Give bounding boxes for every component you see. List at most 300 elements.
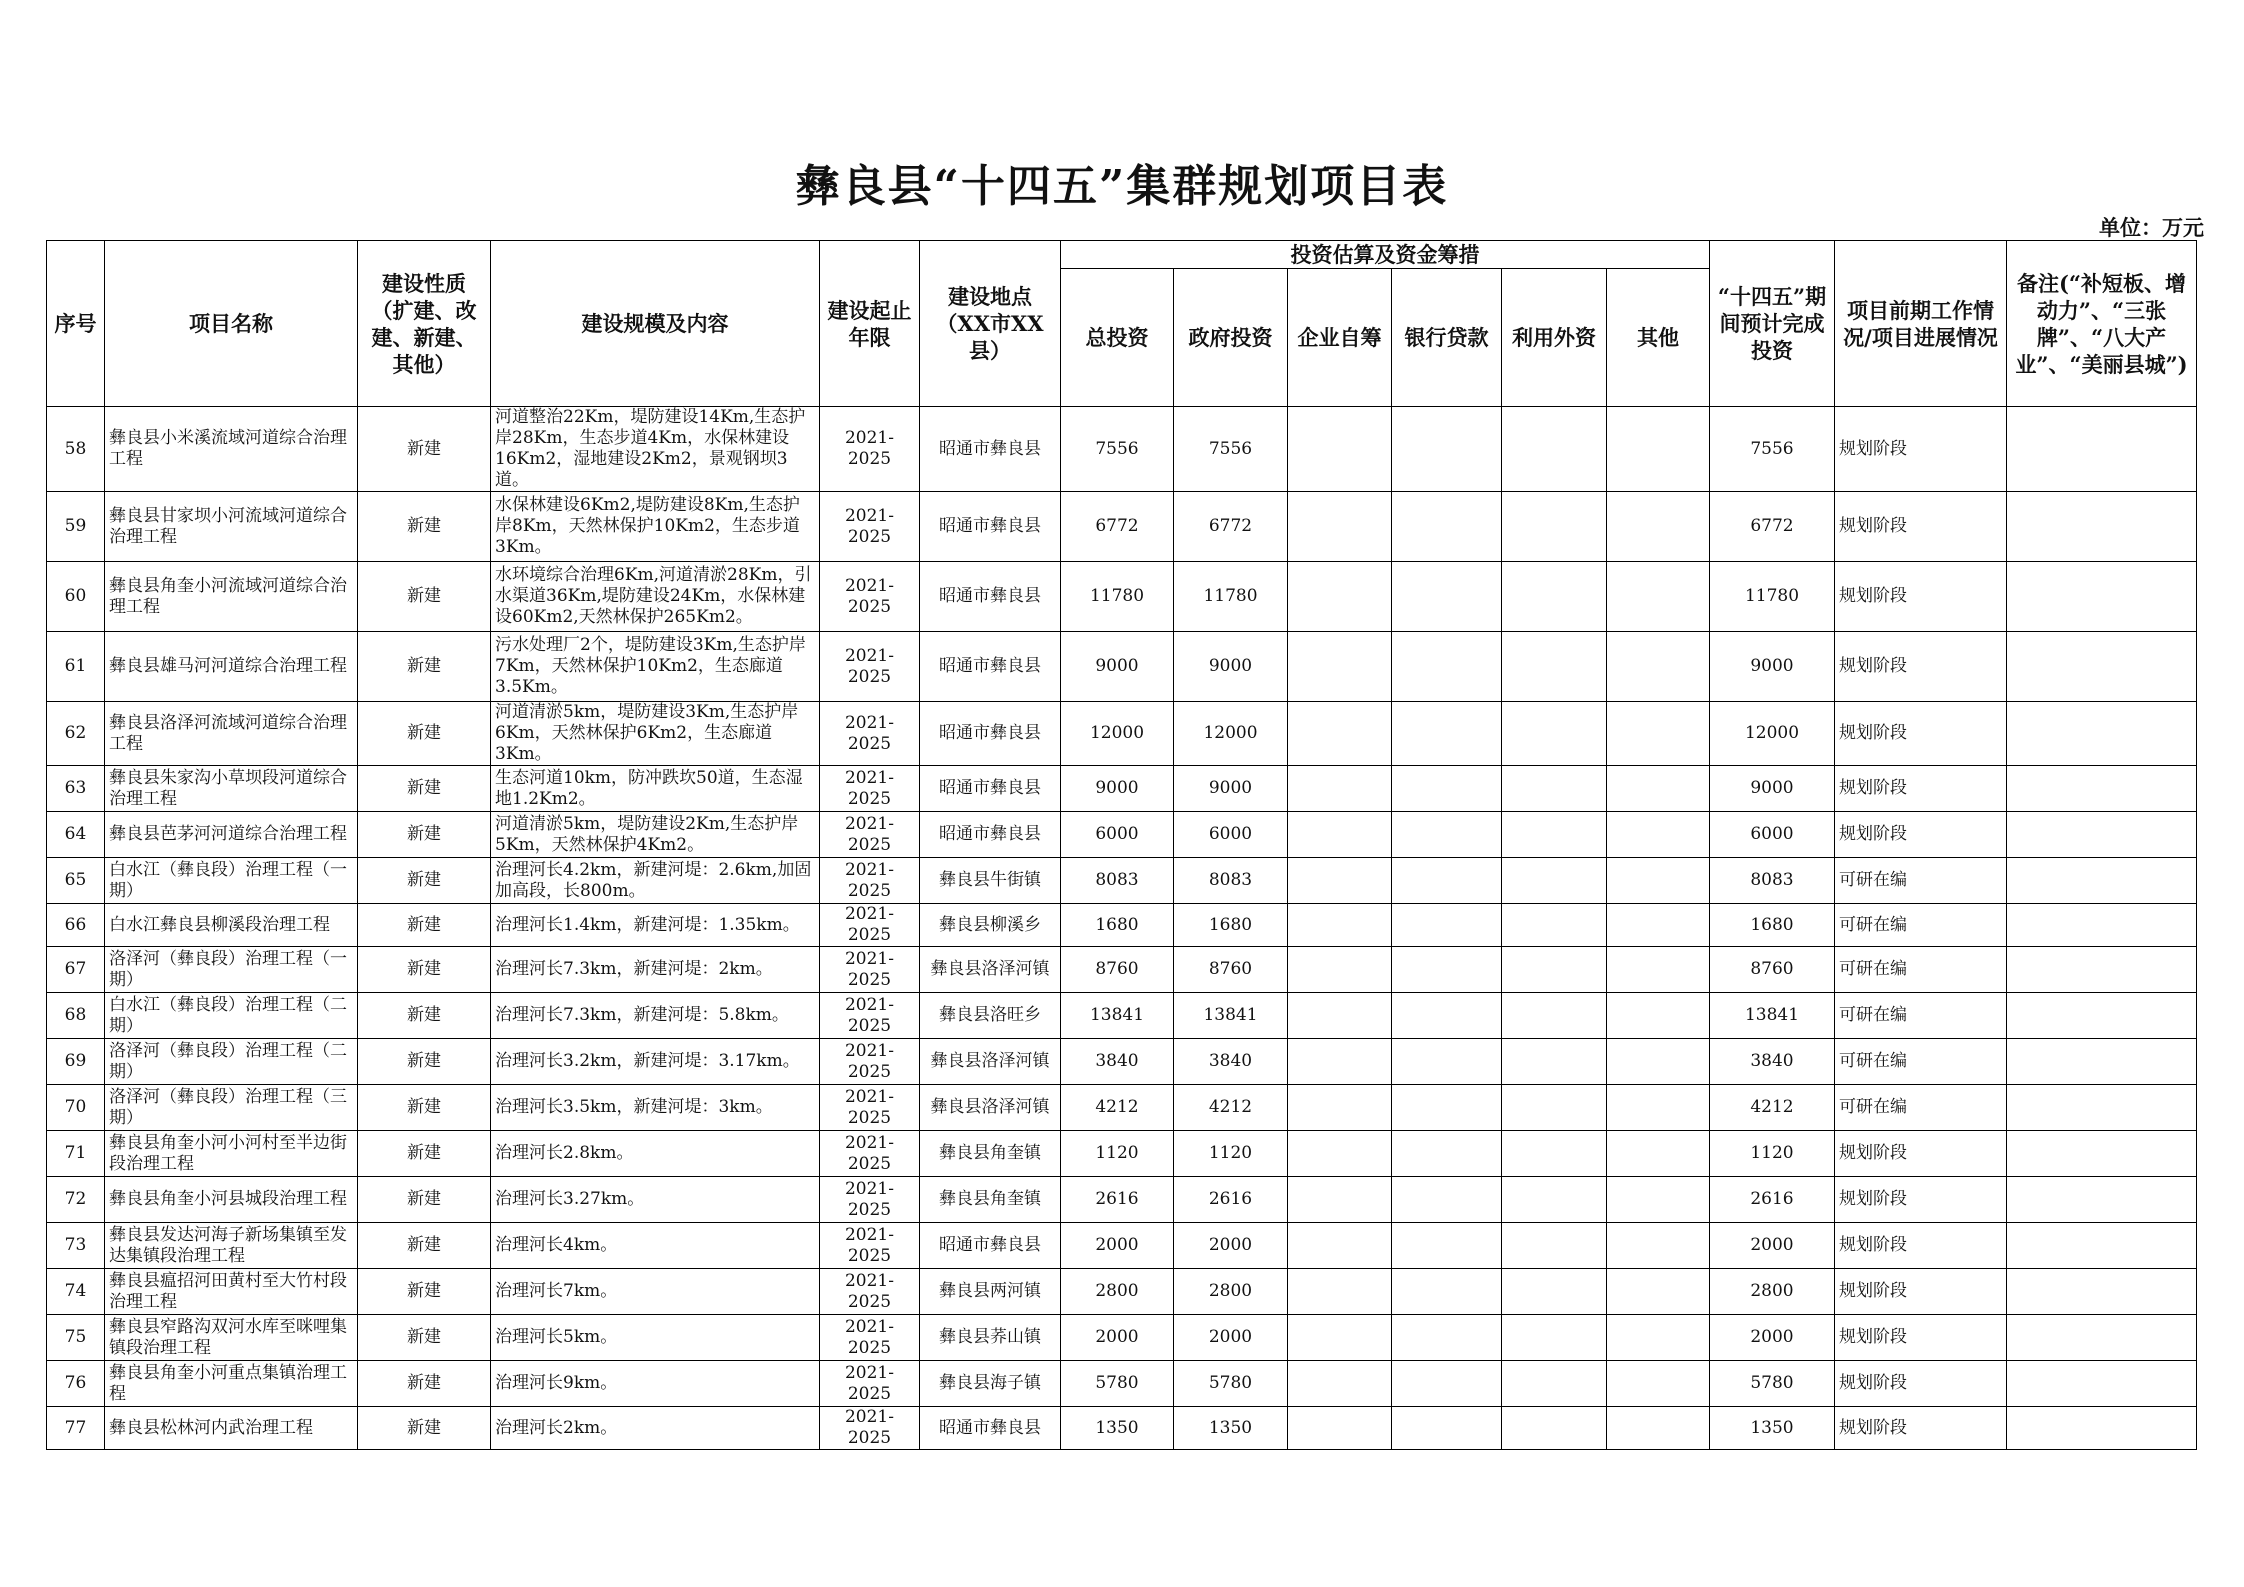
cell-plan14: 13841 — [1710, 993, 1835, 1039]
cell-loan — [1392, 492, 1502, 562]
cell-foreign — [1502, 562, 1607, 632]
cell-gov: 8083 — [1174, 858, 1288, 904]
cell-plan14: 1120 — [1710, 1131, 1835, 1177]
cell-loan — [1392, 1407, 1502, 1450]
cell-seq: 67 — [47, 947, 105, 993]
cell-location: 彝良县牛街镇 — [920, 858, 1061, 904]
cell-gov: 1120 — [1174, 1131, 1288, 1177]
table-row — [47, 1177, 2197, 1223]
table-row — [47, 1315, 2197, 1361]
cell-loan — [1392, 1085, 1502, 1131]
cell-location: 昭通市彝良县 — [920, 812, 1061, 858]
cell-progress: 可研在编 — [1835, 1085, 2007, 1131]
header-gov: 政府投资 — [1174, 269, 1288, 407]
cell-total: 8760 — [1061, 947, 1174, 993]
header-nature: 建设性质（扩建、改建、新建、其他） — [358, 241, 491, 407]
table-row — [47, 1407, 2197, 1450]
cell-plan14: 2800 — [1710, 1269, 1835, 1315]
cell-other — [1607, 492, 1710, 562]
cell-nature: 新建 — [358, 407, 491, 492]
cell-plan14: 6000 — [1710, 812, 1835, 858]
cell-enterprise — [1288, 562, 1392, 632]
cell-name: 彝良县窄路沟双河水库至咪哩集镇段治理工程 — [105, 1315, 358, 1361]
table-row — [47, 407, 2197, 492]
cell-progress: 规划阶段 — [1835, 766, 2007, 812]
cell-total: 8083 — [1061, 858, 1174, 904]
cell-progress: 规划阶段 — [1835, 492, 2007, 562]
cell-name: 彝良县朱家沟小草坝段河道综合治理工程 — [105, 766, 358, 812]
cell-years: 2021-2025 — [820, 492, 920, 562]
cell-years: 2021-2025 — [820, 407, 920, 492]
cell-progress: 可研在编 — [1835, 904, 2007, 947]
cell-foreign — [1502, 1407, 1607, 1450]
header-content: 建设规模及内容 — [491, 241, 820, 407]
cell-seq: 61 — [47, 632, 105, 702]
cell-seq: 72 — [47, 1177, 105, 1223]
cell-foreign — [1502, 812, 1607, 858]
cell-location: 彝良县荞山镇 — [920, 1315, 1061, 1361]
cell-other — [1607, 1361, 1710, 1407]
cell-nature: 新建 — [358, 1039, 491, 1085]
cell-progress: 规划阶段 — [1835, 562, 2007, 632]
cell-name: 彝良县小米溪流域河道综合治理工程 — [105, 407, 358, 492]
cell-other — [1607, 1315, 1710, 1361]
cell-plan14: 8083 — [1710, 858, 1835, 904]
cell-foreign — [1502, 1223, 1607, 1269]
cell-seq: 70 — [47, 1085, 105, 1131]
cell-remark — [2007, 407, 2197, 492]
table-row — [47, 1039, 2197, 1085]
cell-years: 2021-2025 — [820, 702, 920, 766]
cell-seq: 73 — [47, 1223, 105, 1269]
cell-seq: 63 — [47, 766, 105, 812]
cell-name: 彝良县瘟招河田黄村至大竹村段治理工程 — [105, 1269, 358, 1315]
cell-name: 彝良县角奎小河重点集镇治理工程 — [105, 1361, 358, 1407]
cell-content: 河道清淤5km，堤防建设3Km,生态护岸6Km，天然林保护6Km2，生态廊道3Km。 — [491, 702, 820, 766]
cell-other — [1607, 858, 1710, 904]
cell-content: 治理河长9km。 — [491, 1361, 820, 1407]
cell-foreign — [1502, 702, 1607, 766]
cell-total: 6000 — [1061, 812, 1174, 858]
cell-years: 2021-2025 — [820, 632, 920, 702]
cell-years: 2021-2025 — [820, 562, 920, 632]
cell-nature: 新建 — [358, 702, 491, 766]
cell-remark — [2007, 993, 2197, 1039]
cell-location: 彝良县洛泽河镇 — [920, 1039, 1061, 1085]
cell-location: 彝良县柳溪乡 — [920, 904, 1061, 947]
cell-plan14: 2000 — [1710, 1315, 1835, 1361]
cell-plan14: 4212 — [1710, 1085, 1835, 1131]
cell-plan14: 9000 — [1710, 632, 1835, 702]
cell-nature: 新建 — [358, 1407, 491, 1450]
table-row — [47, 766, 2197, 812]
cell-foreign — [1502, 1085, 1607, 1131]
cell-loan — [1392, 1223, 1502, 1269]
cell-total: 7556 — [1061, 407, 1174, 492]
cell-other — [1607, 1039, 1710, 1085]
cell-years: 2021-2025 — [820, 1407, 920, 1450]
cell-enterprise — [1288, 1131, 1392, 1177]
cell-location: 昭通市彝良县 — [920, 702, 1061, 766]
cell-other — [1607, 766, 1710, 812]
cell-years: 2021-2025 — [820, 1361, 920, 1407]
header-remark: 备注(“补短板、增动力”、“三张牌”、“八大产业”、“美丽县城”) — [2007, 241, 2197, 407]
header-other: 其他 — [1607, 269, 1710, 407]
cell-loan — [1392, 1361, 1502, 1407]
cell-name: 彝良县角奎小河流域河道综合治理工程 — [105, 562, 358, 632]
table-row — [47, 1085, 2197, 1131]
cell-remark — [2007, 1407, 2197, 1450]
table-row — [47, 904, 2197, 947]
cell-foreign — [1502, 993, 1607, 1039]
cell-total: 2000 — [1061, 1315, 1174, 1361]
cell-enterprise — [1288, 1407, 1392, 1450]
cell-name: 白水江（彝良段）治理工程（一期） — [105, 858, 358, 904]
cell-location: 昭通市彝良县 — [920, 1407, 1061, 1450]
cell-years: 2021-2025 — [820, 1085, 920, 1131]
cell-nature: 新建 — [358, 632, 491, 702]
cell-remark — [2007, 904, 2197, 947]
cell-enterprise — [1288, 947, 1392, 993]
cell-enterprise — [1288, 702, 1392, 766]
cell-loan — [1392, 1039, 1502, 1085]
cell-gov: 9000 — [1174, 766, 1288, 812]
cell-gov: 3840 — [1174, 1039, 1288, 1085]
cell-foreign — [1502, 1315, 1607, 1361]
cell-years: 2021-2025 — [820, 766, 920, 812]
cell-other — [1607, 1131, 1710, 1177]
table-row — [47, 632, 2197, 702]
cell-content: 水保林建设6Km2,堤防建设8Km,生态护岸8Km，天然林保护10Km2，生态步道3Km。 — [491, 492, 820, 562]
cell-total: 9000 — [1061, 766, 1174, 812]
cell-other — [1607, 632, 1710, 702]
cell-content: 水环境综合治理6Km,河道清淤28Km，引水渠道36Km,堤防建设24Km，水保林建设60Km2,天然林保护265Km2。 — [491, 562, 820, 632]
cell-years: 2021-2025 — [820, 1269, 920, 1315]
cell-name: 彝良县雄马河河道综合治理工程 — [105, 632, 358, 702]
cell-content: 治理河长2.8km。 — [491, 1131, 820, 1177]
cell-other — [1607, 1085, 1710, 1131]
cell-nature: 新建 — [358, 947, 491, 993]
cell-progress: 规划阶段 — [1835, 812, 2007, 858]
cell-other — [1607, 562, 1710, 632]
cell-progress: 规划阶段 — [1835, 1407, 2007, 1450]
cell-progress: 规划阶段 — [1835, 702, 2007, 766]
cell-other — [1607, 947, 1710, 993]
cell-progress: 规划阶段 — [1835, 1131, 2007, 1177]
cell-plan14: 8760 — [1710, 947, 1835, 993]
cell-name: 彝良县洛泽河流域河道综合治理工程 — [105, 702, 358, 766]
cell-location: 昭通市彝良县 — [920, 1223, 1061, 1269]
cell-remark — [2007, 1177, 2197, 1223]
cell-loan — [1392, 632, 1502, 702]
cell-name: 洛泽河（彝良段）治理工程（二期） — [105, 1039, 358, 1085]
cell-enterprise — [1288, 766, 1392, 812]
cell-years: 2021-2025 — [820, 904, 920, 947]
table-row — [47, 993, 2197, 1039]
cell-remark — [2007, 632, 2197, 702]
cell-location: 彝良县洛旺乡 — [920, 993, 1061, 1039]
cell-loan — [1392, 904, 1502, 947]
header-total: 总投资 — [1061, 269, 1174, 407]
cell-loan — [1392, 1177, 1502, 1223]
cell-enterprise — [1288, 1177, 1392, 1223]
cell-progress: 规划阶段 — [1835, 1223, 2007, 1269]
cell-plan14: 6772 — [1710, 492, 1835, 562]
cell-remark — [2007, 1131, 2197, 1177]
cell-progress: 规划阶段 — [1835, 1315, 2007, 1361]
cell-loan — [1392, 407, 1502, 492]
cell-content: 河道整治22Km，堤防建设14Km,生态护岸28Km，生态步道4Km，水保林建设16Km2，湿地建设2Km2，景观钢坝3道。 — [491, 407, 820, 492]
cell-foreign — [1502, 1361, 1607, 1407]
cell-seq: 69 — [47, 1039, 105, 1085]
cell-content: 治理河长3.27km。 — [491, 1177, 820, 1223]
table-row — [47, 562, 2197, 632]
cell-content: 治理河长5km。 — [491, 1315, 820, 1361]
header-progress: 项目前期工作情况/项目进展情况 — [1835, 241, 2007, 407]
cell-name: 彝良县芭茅河河道综合治理工程 — [105, 812, 358, 858]
cell-total: 1120 — [1061, 1131, 1174, 1177]
cell-other — [1607, 702, 1710, 766]
cell-seq: 60 — [47, 562, 105, 632]
cell-total: 6772 — [1061, 492, 1174, 562]
cell-nature: 新建 — [358, 492, 491, 562]
cell-loan — [1392, 1269, 1502, 1315]
cell-enterprise — [1288, 1269, 1392, 1315]
cell-seq: 68 — [47, 993, 105, 1039]
cell-seq: 58 — [47, 407, 105, 492]
cell-gov: 2616 — [1174, 1177, 1288, 1223]
cell-location: 昭通市彝良县 — [920, 562, 1061, 632]
cell-nature: 新建 — [358, 1085, 491, 1131]
cell-progress: 规划阶段 — [1835, 632, 2007, 702]
cell-remark — [2007, 492, 2197, 562]
cell-seq: 66 — [47, 904, 105, 947]
cell-loan — [1392, 1131, 1502, 1177]
cell-total: 12000 — [1061, 702, 1174, 766]
cell-enterprise — [1288, 1315, 1392, 1361]
cell-foreign — [1502, 1269, 1607, 1315]
cell-remark — [2007, 702, 2197, 766]
cell-enterprise — [1288, 1039, 1392, 1085]
cell-nature: 新建 — [358, 562, 491, 632]
cell-name: 洛泽河（彝良段）治理工程（一期） — [105, 947, 358, 993]
cell-other — [1607, 1407, 1710, 1450]
cell-foreign — [1502, 492, 1607, 562]
cell-other — [1607, 1223, 1710, 1269]
cell-years: 2021-2025 — [820, 1039, 920, 1085]
cell-remark — [2007, 1223, 2197, 1269]
cell-progress: 规划阶段 — [1835, 1361, 2007, 1407]
cell-location: 彝良县洛泽河镇 — [920, 1085, 1061, 1131]
cell-location: 彝良县角奎镇 — [920, 1131, 1061, 1177]
cell-plan14: 7556 — [1710, 407, 1835, 492]
page-title: 彝良县“十四五”集群规划项目表 — [795, 161, 1449, 212]
cell-seq: 75 — [47, 1315, 105, 1361]
cell-nature: 新建 — [358, 904, 491, 947]
cell-nature: 新建 — [358, 1269, 491, 1315]
cell-enterprise — [1288, 993, 1392, 1039]
cell-location: 昭通市彝良县 — [920, 492, 1061, 562]
cell-gov: 5780 — [1174, 1361, 1288, 1407]
header-seq: 序号 — [47, 241, 105, 407]
cell-total: 2616 — [1061, 1177, 1174, 1223]
cell-content: 治理河长1.4km，新建河堤：1.35km。 — [491, 904, 820, 947]
cell-seq: 62 — [47, 702, 105, 766]
cell-content: 治理河长7km。 — [491, 1269, 820, 1315]
cell-plan14: 1680 — [1710, 904, 1835, 947]
cell-seq: 59 — [47, 492, 105, 562]
cell-plan14: 5780 — [1710, 1361, 1835, 1407]
table-row — [47, 1269, 2197, 1315]
cell-years: 2021-2025 — [820, 812, 920, 858]
cell-name: 白水江（彝良段）治理工程（二期） — [105, 993, 358, 1039]
cell-progress: 可研在编 — [1835, 1039, 2007, 1085]
cell-nature: 新建 — [358, 1177, 491, 1223]
cell-enterprise — [1288, 858, 1392, 904]
cell-nature: 新建 — [358, 812, 491, 858]
cell-total: 11780 — [1061, 562, 1174, 632]
cell-gov: 9000 — [1174, 632, 1288, 702]
cell-gov: 1350 — [1174, 1407, 1288, 1450]
cell-progress: 可研在编 — [1835, 993, 2007, 1039]
cell-enterprise — [1288, 812, 1392, 858]
header-loan: 银行贷款 — [1392, 269, 1502, 407]
cell-content: 生态河道10km，防冲跌坎50道，生态湿地1.2Km2。 — [491, 766, 820, 812]
cell-plan14: 2616 — [1710, 1177, 1835, 1223]
cell-gov: 4212 — [1174, 1085, 1288, 1131]
cell-gov: 8760 — [1174, 947, 1288, 993]
cell-name: 白水江彝良县柳溪段治理工程 — [105, 904, 358, 947]
cell-loan — [1392, 766, 1502, 812]
cell-seq: 76 — [47, 1361, 105, 1407]
cell-plan14: 1350 — [1710, 1407, 1835, 1450]
cell-gov: 6000 — [1174, 812, 1288, 858]
cell-gov: 1680 — [1174, 904, 1288, 947]
header-plan14: “十四五”期间预计完成投资 — [1710, 241, 1835, 407]
cell-foreign — [1502, 1177, 1607, 1223]
cell-remark — [2007, 1315, 2197, 1361]
cell-years: 2021-2025 — [820, 947, 920, 993]
header-enterprise: 企业自筹 — [1288, 269, 1392, 407]
cell-location: 彝良县海子镇 — [920, 1361, 1061, 1407]
cell-years: 2021-2025 — [820, 993, 920, 1039]
cell-gov: 2000 — [1174, 1315, 1288, 1361]
header-years: 建设起止年限 — [820, 241, 920, 407]
cell-years: 2021-2025 — [820, 1131, 920, 1177]
cell-name: 彝良县甘家坝小河流域河道综合治理工程 — [105, 492, 358, 562]
cell-plan14: 11780 — [1710, 562, 1835, 632]
cell-years: 2021-2025 — [820, 1223, 920, 1269]
cell-gov: 11780 — [1174, 562, 1288, 632]
cell-years: 2021-2025 — [820, 858, 920, 904]
cell-enterprise — [1288, 407, 1392, 492]
cell-other — [1607, 1177, 1710, 1223]
cell-other — [1607, 904, 1710, 947]
cell-progress: 规划阶段 — [1835, 407, 2007, 492]
cell-foreign — [1502, 632, 1607, 702]
cell-gov: 2000 — [1174, 1223, 1288, 1269]
project-table — [46, 240, 2197, 1450]
cell-total: 4212 — [1061, 1085, 1174, 1131]
cell-remark — [2007, 562, 2197, 632]
unit-label: 单位：万元 — [2099, 215, 2204, 240]
cell-content: 治理河长3.2km，新建河堤：3.17km。 — [491, 1039, 820, 1085]
header-name: 项目名称 — [105, 241, 358, 407]
cell-remark — [2007, 1039, 2197, 1085]
cell-enterprise — [1288, 492, 1392, 562]
cell-total: 13841 — [1061, 993, 1174, 1039]
table-row — [47, 947, 2197, 993]
cell-loan — [1392, 562, 1502, 632]
cell-enterprise — [1288, 1361, 1392, 1407]
cell-seq: 64 — [47, 812, 105, 858]
cell-total: 5780 — [1061, 1361, 1174, 1407]
cell-foreign — [1502, 1039, 1607, 1085]
cell-nature: 新建 — [358, 1361, 491, 1407]
cell-total: 9000 — [1061, 632, 1174, 702]
header-location: 建设地点（XX市XX县） — [920, 241, 1061, 407]
cell-name: 彝良县松林河内武治理工程 — [105, 1407, 358, 1450]
cell-nature: 新建 — [358, 993, 491, 1039]
cell-seq: 77 — [47, 1407, 105, 1450]
cell-content: 污水处理厂2个，堤防建设3Km,生态护岸7Km，天然林保护10Km2，生态廊道3.5Km。 — [491, 632, 820, 702]
cell-enterprise — [1288, 1085, 1392, 1131]
table-row — [47, 492, 2197, 562]
cell-plan14: 3840 — [1710, 1039, 1835, 1085]
cell-other — [1607, 993, 1710, 1039]
table-row — [47, 1131, 2197, 1177]
cell-remark — [2007, 858, 2197, 904]
cell-remark — [2007, 766, 2197, 812]
cell-remark — [2007, 812, 2197, 858]
cell-loan — [1392, 1315, 1502, 1361]
cell-content: 治理河长2km。 — [491, 1407, 820, 1450]
cell-other — [1607, 1269, 1710, 1315]
cell-name: 彝良县角奎小河小河村至半边街段治理工程 — [105, 1131, 358, 1177]
cell-gov: 2800 — [1174, 1269, 1288, 1315]
cell-remark — [2007, 1361, 2197, 1407]
cell-plan14: 9000 — [1710, 766, 1835, 812]
cell-location: 昭通市彝良县 — [920, 766, 1061, 812]
cell-nature: 新建 — [358, 1131, 491, 1177]
cell-gov: 6772 — [1174, 492, 1288, 562]
cell-foreign — [1502, 947, 1607, 993]
cell-location: 彝良县角奎镇 — [920, 1177, 1061, 1223]
cell-total: 3840 — [1061, 1039, 1174, 1085]
cell-nature: 新建 — [358, 858, 491, 904]
cell-name: 洛泽河（彝良段）治理工程（三期） — [105, 1085, 358, 1131]
cell-gov: 7556 — [1174, 407, 1288, 492]
cell-remark — [2007, 947, 2197, 993]
cell-progress: 规划阶段 — [1835, 1269, 2007, 1315]
cell-content: 治理河长7.3km，新建河堤：5.8km。 — [491, 993, 820, 1039]
cell-nature: 新建 — [358, 1223, 491, 1269]
cell-enterprise — [1288, 632, 1392, 702]
header-foreign: 利用外资 — [1502, 269, 1607, 407]
cell-loan — [1392, 947, 1502, 993]
cell-gov: 13841 — [1174, 993, 1288, 1039]
cell-total: 2000 — [1061, 1223, 1174, 1269]
cell-seq: 71 — [47, 1131, 105, 1177]
cell-content: 治理河长7.3km，新建河堤：2km。 — [491, 947, 820, 993]
cell-content: 治理河长3.5km，新建河堤：3km。 — [491, 1085, 820, 1131]
cell-years: 2021-2025 — [820, 1177, 920, 1223]
cell-location: 昭通市彝良县 — [920, 632, 1061, 702]
table-row — [47, 858, 2197, 904]
cell-progress: 可研在编 — [1835, 858, 2007, 904]
cell-other — [1607, 812, 1710, 858]
cell-seq: 74 — [47, 1269, 105, 1315]
